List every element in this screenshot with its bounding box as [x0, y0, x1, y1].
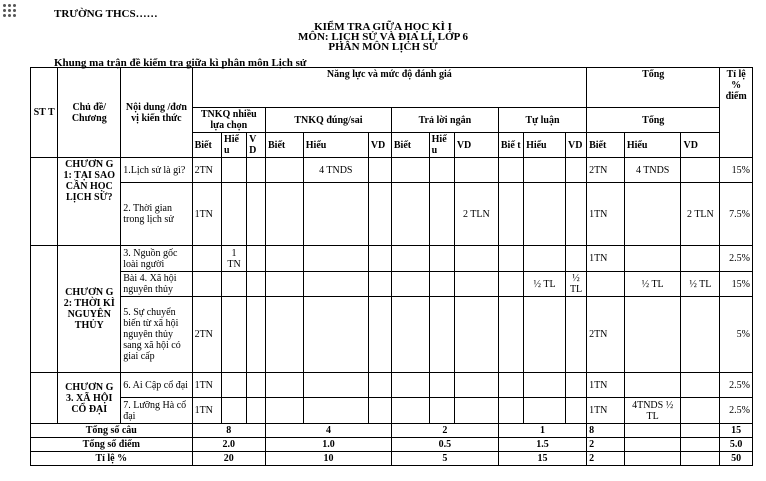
- totals-value: 8: [587, 424, 625, 438]
- value-cell: [391, 398, 429, 424]
- table-row: [31, 272, 753, 297]
- value-cell: [266, 272, 304, 297]
- value-cell: 4 TNDS: [303, 158, 368, 183]
- value-cell: [429, 158, 454, 183]
- totals-label: Tổng số câu: [31, 424, 193, 438]
- level-header: Biết: [587, 133, 625, 158]
- totals-value: 1: [498, 424, 586, 438]
- value-cell: [266, 373, 304, 398]
- value-cell: [454, 297, 498, 373]
- value-cell: [192, 246, 221, 272]
- value-cell: [587, 272, 625, 297]
- table-move-handle-icon[interactable]: [3, 4, 17, 18]
- value-cell: [498, 272, 523, 297]
- percent-cell: 15%: [720, 158, 753, 183]
- value-cell: [566, 246, 587, 272]
- value-cell: 1TN: [587, 398, 625, 424]
- value-cell: [524, 398, 566, 424]
- value-cell: [303, 183, 368, 246]
- col-header-percent: Tỉ lệ % điểm: [720, 68, 753, 158]
- value-cell: [681, 398, 720, 424]
- value-cell: [524, 183, 566, 246]
- col-header-content: Nội dung /đơn vị kiến thức: [121, 68, 192, 158]
- totals-value: 5.0: [720, 438, 753, 452]
- assessment-matrix-table: [30, 67, 753, 466]
- chapter-cell: CHƯƠN G 2: THỜI KÌ NGUYÊN THỦY: [58, 246, 121, 373]
- value-cell: [266, 246, 304, 272]
- value-cell: [429, 373, 454, 398]
- totals-value: 8: [192, 424, 265, 438]
- level-header: Biết: [391, 133, 429, 158]
- value-cell: 2 TLN: [681, 183, 720, 246]
- level-header: Hiểu: [524, 133, 566, 158]
- value-cell: [498, 246, 523, 272]
- level-header: Biết: [266, 133, 304, 158]
- totals-value: [624, 452, 681, 466]
- value-cell: [566, 398, 587, 424]
- totals-row: [31, 438, 753, 452]
- value-cell: 1TN: [587, 183, 625, 246]
- stt-cell: [31, 158, 58, 246]
- value-cell: [368, 398, 391, 424]
- value-cell: [266, 183, 304, 246]
- value-cell: [391, 246, 429, 272]
- value-cell: 4TNDS ½ TL: [624, 398, 681, 424]
- col-header-total: Tổng: [587, 68, 720, 108]
- value-cell: [624, 297, 681, 373]
- value-cell: [429, 183, 454, 246]
- value-cell: 2TN: [587, 158, 625, 183]
- value-cell: 1TN: [192, 373, 221, 398]
- value-cell: ½ TL: [624, 272, 681, 297]
- value-cell: [524, 373, 566, 398]
- percent-cell: 5%: [720, 297, 753, 373]
- value-cell: [391, 183, 429, 246]
- level-header: VD: [368, 133, 391, 158]
- level-header: VD: [454, 133, 498, 158]
- table-row: [31, 297, 753, 373]
- value-cell: [368, 272, 391, 297]
- value-cell: 1TN: [192, 183, 221, 246]
- chapter-cell: CHƯƠN G 1: TẠI SAO CẦN HỌC LỊCH SỬ?: [58, 158, 121, 246]
- value-cell: 2TN: [587, 297, 625, 373]
- value-cell: [681, 158, 720, 183]
- group-header-tnkq-mc: TNKQ nhiều lựa chọn: [192, 108, 265, 133]
- level-header: VD: [681, 133, 720, 158]
- value-cell: [266, 398, 304, 424]
- table-row: [31, 373, 753, 398]
- value-cell: [221, 183, 246, 246]
- content-cell: 5. Sự chuyển biến từ xã hội nguyên thủy sang xã hội có giai cấp: [121, 297, 192, 373]
- table-row: [31, 183, 753, 246]
- group-header-tnkq-ds: TNKQ đúng/sai: [266, 108, 392, 133]
- content-cell: 1.Lịch sử là gì?: [121, 158, 192, 183]
- value-cell: [454, 158, 498, 183]
- value-cell: [247, 297, 266, 373]
- percent-cell: 2.5%: [720, 246, 753, 272]
- totals-value: [681, 424, 720, 438]
- value-cell: [247, 246, 266, 272]
- stt-cell: [31, 373, 58, 424]
- totals-value: 2.0: [192, 438, 265, 452]
- value-cell: [454, 398, 498, 424]
- value-cell: [566, 297, 587, 373]
- value-cell: [624, 183, 681, 246]
- value-cell: [624, 373, 681, 398]
- totals-row: [31, 452, 753, 466]
- part-title: PHÂN MÔN LỊCH SỬ: [328, 41, 438, 53]
- totals-value: 2: [391, 424, 498, 438]
- level-header: Hiểu: [303, 133, 368, 158]
- value-cell: [566, 158, 587, 183]
- value-cell: 2TN: [192, 158, 221, 183]
- value-cell: [498, 183, 523, 246]
- col-header-stt: ST T: [31, 68, 58, 158]
- value-cell: [429, 246, 454, 272]
- level-header: Hiể u: [429, 133, 454, 158]
- totals-value: 0.5: [391, 438, 498, 452]
- value-cell: [429, 398, 454, 424]
- percent-cell: 2.5%: [720, 398, 753, 424]
- totals-value: 1.0: [266, 438, 392, 452]
- value-cell: [192, 272, 221, 297]
- value-cell: [498, 373, 523, 398]
- value-cell: [368, 183, 391, 246]
- group-header-short-answer: Trả lời ngắn: [391, 108, 498, 133]
- value-cell: [303, 398, 368, 424]
- value-cell: [566, 373, 587, 398]
- content-cell: 3. Nguồn gốc loài người: [121, 246, 192, 272]
- value-cell: [266, 297, 304, 373]
- totals-value: [681, 452, 720, 466]
- value-cell: [681, 297, 720, 373]
- value-cell: [303, 272, 368, 297]
- content-cell: Bài 4. Xã hội nguyên thủy: [121, 272, 192, 297]
- value-cell: [221, 297, 246, 373]
- value-cell: [498, 158, 523, 183]
- value-cell: [498, 398, 523, 424]
- value-cell: [247, 183, 266, 246]
- level-header: VD: [566, 133, 587, 158]
- totals-value: 10: [266, 452, 392, 466]
- totals-value: 2: [587, 452, 625, 466]
- value-cell: 4 TNDS: [624, 158, 681, 183]
- totals-value: [624, 438, 681, 452]
- value-cell: [454, 246, 498, 272]
- totals-value: 2: [587, 438, 625, 452]
- value-cell: [454, 373, 498, 398]
- content-cell: 2. Thời gian trong lịch sử: [121, 183, 192, 246]
- col-header-chapter: Chủ đề/ Chương: [58, 68, 121, 158]
- value-cell: [681, 246, 720, 272]
- value-cell: [566, 183, 587, 246]
- value-cell: [368, 297, 391, 373]
- document-titles: [0, 22, 766, 52]
- level-header: Hiể u: [221, 133, 246, 158]
- totals-value: [681, 438, 720, 452]
- totals-label: Tổng số điểm: [31, 438, 193, 452]
- totals-label: Tỉ lệ %: [31, 452, 193, 466]
- value-cell: [221, 373, 246, 398]
- totals-value: [624, 424, 681, 438]
- exam-title: KIỂM TRA GIỮA HỌC KÌ I: [314, 21, 452, 33]
- level-header: Biế t: [498, 133, 523, 158]
- value-cell: [247, 373, 266, 398]
- value-cell: [247, 272, 266, 297]
- group-header-total: Tổng: [587, 108, 720, 133]
- value-cell: 2TN: [192, 297, 221, 373]
- level-header: Biết: [192, 133, 221, 158]
- content-cell: 6. Ai Cập cổ đại: [121, 373, 192, 398]
- totals-value: 20: [192, 452, 265, 466]
- table-row: [31, 158, 753, 183]
- value-cell: [303, 297, 368, 373]
- totals-value: 15: [498, 452, 586, 466]
- value-cell: 1TN: [192, 398, 221, 424]
- totals-value: 1.5: [498, 438, 586, 452]
- value-cell: [247, 158, 266, 183]
- value-cell: [368, 158, 391, 183]
- totals-value: 5: [391, 452, 498, 466]
- value-cell: 2 TLN: [454, 183, 498, 246]
- content-cell: 7. Lưỡng Hà cổ đại: [121, 398, 192, 424]
- value-cell: [624, 246, 681, 272]
- value-cell: [303, 373, 368, 398]
- value-cell: [391, 158, 429, 183]
- value-cell: 1TN: [587, 373, 625, 398]
- level-header: Hiểu: [624, 133, 681, 158]
- value-cell: ½ TL: [524, 272, 566, 297]
- value-cell: 1TN: [587, 246, 625, 272]
- value-cell: [266, 158, 304, 183]
- value-cell: [391, 373, 429, 398]
- value-cell: [429, 297, 454, 373]
- value-cell: [524, 297, 566, 373]
- value-cell: ½ TL: [681, 272, 720, 297]
- totals-value: 50: [720, 452, 753, 466]
- value-cell: [429, 272, 454, 297]
- value-cell: [221, 272, 246, 297]
- group-header-essay: Tự luận: [498, 108, 586, 133]
- table-row: [31, 246, 753, 272]
- value-cell: [498, 297, 523, 373]
- level-header: V D: [247, 133, 266, 158]
- value-cell: [391, 297, 429, 373]
- value-cell: [391, 272, 429, 297]
- value-cell: [368, 246, 391, 272]
- value-cell: [221, 398, 246, 424]
- percent-cell: 2.5%: [720, 373, 753, 398]
- subject-title: MÔN: LỊCH SỬ VÀ ĐỊA LÍ, LỚP 6: [298, 31, 468, 43]
- value-cell: [303, 246, 368, 272]
- value-cell: ½ TL: [566, 272, 587, 297]
- totals-value: 15: [720, 424, 753, 438]
- value-cell: [524, 246, 566, 272]
- value-cell: [681, 373, 720, 398]
- percent-cell: 7.5%: [720, 183, 753, 246]
- stt-cell: [31, 246, 58, 373]
- value-cell: [454, 272, 498, 297]
- col-header-competency: Năng lực và mức độ đánh giá: [192, 68, 586, 108]
- value-cell: [247, 398, 266, 424]
- totals-row: [31, 424, 753, 438]
- matrix-caption: Khung ma trận đề kiểm tra giữa kì phân môn Lịch sử: [54, 57, 307, 69]
- chapter-cell: CHƯƠN G 3. XÃ HỘI CỔ ĐẠI: [58, 373, 121, 424]
- value-cell: 1 TN: [221, 246, 246, 272]
- value-cell: [221, 158, 246, 183]
- percent-cell: 15%: [720, 272, 753, 297]
- table-row: [31, 398, 753, 424]
- school-name: TRƯỜNG THCS……: [54, 8, 158, 20]
- value-cell: [368, 373, 391, 398]
- totals-value: 4: [266, 424, 392, 438]
- value-cell: [524, 158, 566, 183]
